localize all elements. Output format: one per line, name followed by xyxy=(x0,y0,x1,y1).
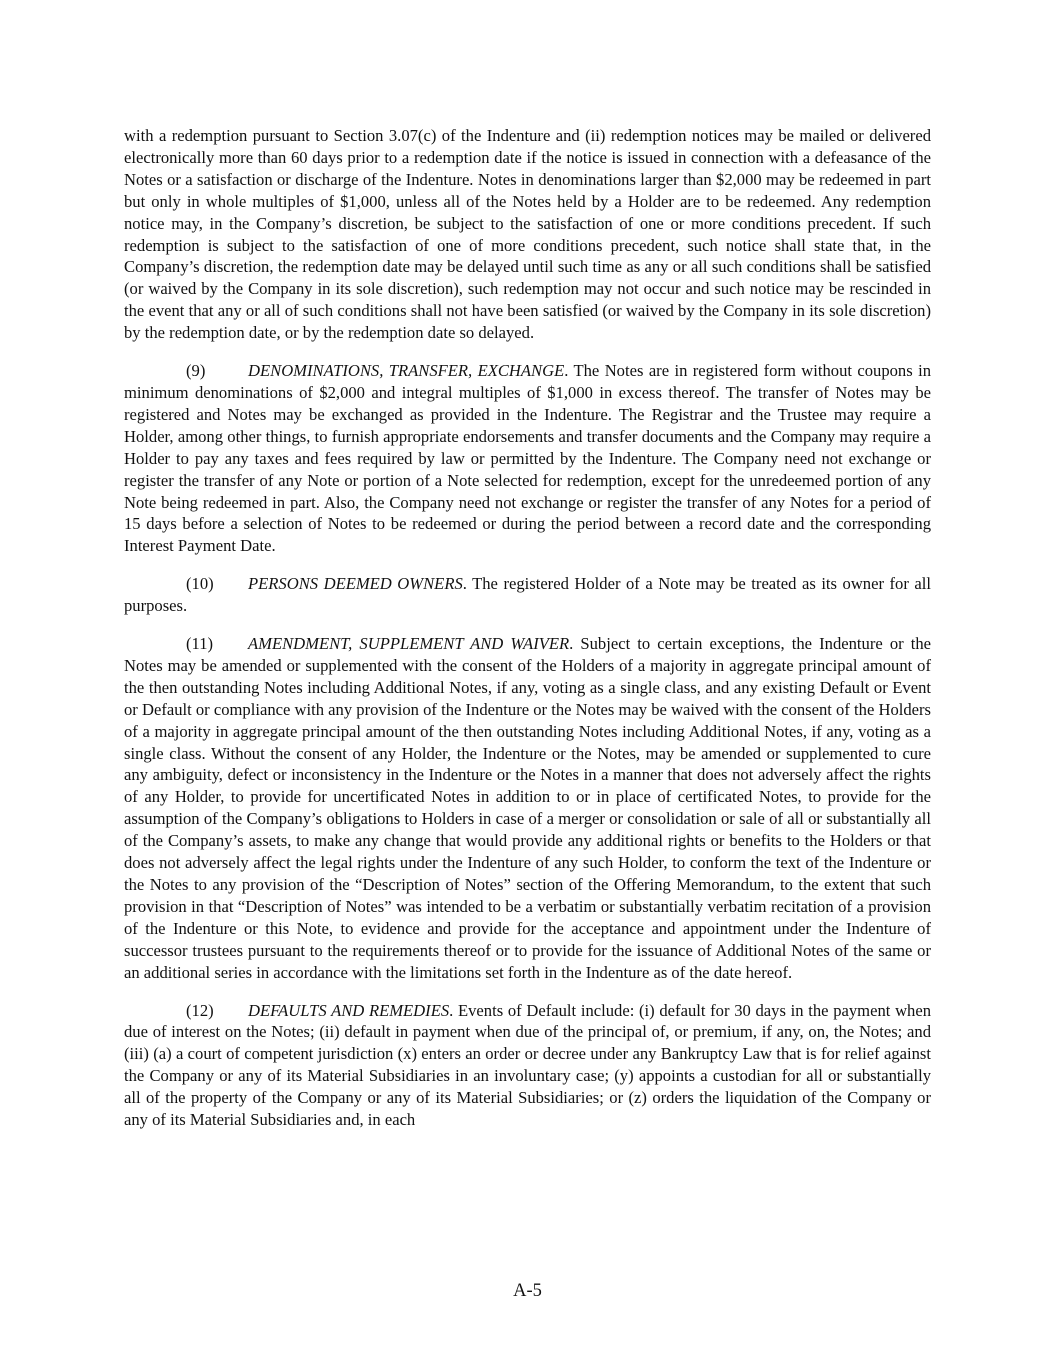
section-number: (9) xyxy=(186,361,206,381)
section-body: The Notes are in registered form without coupons in minimum denominations of $2,000 and integral multiples of $1,000 in excess thereof. The transfer of Notes may be registered and Notes may be exchanged as provided in the Indenture. The Registrar and the Trustee may require a Holder, among other things, to furnish appropriate endorsements and transfer documents and the Company may require a Holder to pay any taxes and fees required by law or permitted by the Indenture. The Company need not exchange or register the transfer of any Note or portion of a Note selected for redemption, except for the unredeemed portion of any Note being redeemed in part. Also, the Company need not exchange or register the transfer of any Notes for a period of 15 days before a selection of Notes to be redeemed or during the period between a record date and the corresponding Interest Payment Date. xyxy=(124,361,931,556)
section-10-paragraph: (10) PERSONS DEEMED OWNERS. The registered Holder of a Note may be treated as its owner for all purposes. xyxy=(124,574,931,616)
document-page xyxy=(124,125,931,1147)
section-body: Subject to certain exceptions, the Indenture or the Notes may be amended or supplemented with the consent of the Holders of a majority in aggregate principal amount of the then outstanding Notes including Additional Notes, if any, voting as a single class, and any existing Default or Event or Default or compliance with any provision of the Indenture or the Notes may be waived with the consent of the Holders of a majority in aggregate principal amount of the then outstanding Notes including Additional Notes, if any, voting as a single class. Without the consent of any Holder, the Indenture or the Notes, may be amended or supplemented to cure any ambiguity, defect or inconsistency in the Indenture or the Notes in a manner that does not adversely affect the rights of any Holder, to provide for uncertificated Notes in addition to or in place of certificated Notes, to provide for the assumption of the Company’s obligations to Holders in case of a merger or consolidation or sale of all or substantially all of the Company’s assets, to make any change that would provide any additional rights or benefits to the Holders or that does not adversely affect the legal rights under the Indenture of any such Holder, to conform the text of the Indenture or the Notes to any provision of the “Description of Notes” section of the Offering Memorandum, to the extent that such provision in that “Description of Notes” was intended to be a verbatim or substantially verbatim recitation of a provision of the Indenture or this Note, to evidence and provide for the acceptance and appointment under the Indenture of successor trustees pursuant to the requirements thereof or to provide for the issuance of Additional Notes of the same or an additional series in accordance with the limitations set forth in the Indenture as of the date hereof. xyxy=(124,634,932,982)
section-11-paragraph: (11) AMENDMENT, SUPPLEMENT AND WAIVER. Subject to certain exceptions, the Indenture or the Notes may be amended or supplemented with the consent of the Holders of a majority in aggregate principal amount of the then outstanding Notes including Additional Notes, if any, voting as a single class, and any existing Default or Event or Default or compliance with any provision of the Indenture or the Notes may be waived with the consent of the Holders of a majority in aggregate principal amount of the then outstanding Notes including Additional Notes, if any, voting as a single class. Without the consent of any Holder, the Indenture or the Notes, may be amended or supplemented to cure any ambiguity, defect or inconsistency in the Indenture or the Notes in a manner that does not adversely affect the rights of any Holder, to provide for uncertificated Notes in addition to or in place of certificated Notes, to provide for the assumption of the Company’s obligations to Holders in case of a merger or consolidation or sale of all or substantially all of the Company’s assets, to make any change that would provide any additional rights or benefits to the Holders or that does not adversely affect the legal rights under the Indenture of any such Holder, to conform the text of the Indenture or the Notes to any provision of the “Description of Notes” section of the Offering Memorandum, to the extent that such provision in that “Description of Notes” was intended to be a verbatim or substantially verbatim recitation of a provision of the Indenture or this Note, to evidence and provide for the acceptance and appointment under the Indenture of successor trustees pursuant to the requirements thereof or to provide for the issuance of Additional Notes of the same or an additional series in accordance with the limitations set forth in the Indenture as of the date hereof. xyxy=(124,634,932,982)
continuation-paragraph: with a redemption pursuant to Section 3.07(c) of the Indenture and (ii) redemption notices may be mailed or delivered electronically more than 60 days prior to a redemption date if the notice is issued in connection with a defeasance of the Notes or a satisfaction or discharge of the Indenture. Notes in denominations larger than $2,000 may be redeemed in part but only in whole multiples of $1,000, unless all of the Notes held by a Holder are to be redeemed. Any redemption notice may, in the Company’s discretion, be subject to the satisfaction of one or more conditions precedent. If such redemption is subject to the satisfaction of one of more conditions precedent, such notice shall state that, in the Company’s discretion, the redemption date may be delayed until such time as any or all such conditions shall be satisfied (or waived by the Company in its sole discretion), such redemption may not occur and such notice may be rescinded in the event that any or all of such conditions shall not have been satisfied (or waived by the Company in its sole discretion) by the redemption date, or by the redemption date so delayed. xyxy=(124,126,931,343)
section-body: The registered Holder of a Note may be treated as its owner for all purposes. xyxy=(124,574,931,616)
section-number: (11) xyxy=(186,634,214,654)
section-heading: PERSONS DEEMED OWNERS xyxy=(248,574,463,594)
section-number: (12) xyxy=(186,1000,214,1020)
section-12-paragraph: (12) DEFAULTS AND REMEDIES. Events of Default include: (i) default for 30 days in the payment when due of interest on the Notes; (ii) default in payment when due of the principal of, or premium, if any, on, the Notes; and (iii) (a) a court of competent jurisdiction (x) enters an order or decree under any Bankruptcy Law that is for relief against the Company or any of its Material Subsidiaries in an involuntary case; (y) appoints a custodian for all or substantially all of the property of the Company or any of its Material Subsidiaries; or (z) orders the liquidation of the Company or any of its Material Subsidiaries and, in each xyxy=(124,1000,932,1130)
section-number: (10) xyxy=(186,574,214,594)
section-body: Events of Default include: (i) default for 30 days in the payment when due of interest on the Notes; (ii) default in payment when due of the principal of, or premium, if any, on, the Notes; and (iii) (a) a court of competent jurisdiction (x) enters an order or decree under any Bankruptcy Law that is for relief against the Company or any of its Material Subsidiaries in an involuntary case; (y) appoints a custodian for all or substantially all of the property of the Company or any of its Material Subsidiaries; or (z) orders the liquidation of the Company or any of its Material Subsidiaries and, in each xyxy=(124,1000,932,1130)
section-heading: AMENDMENT, SUPPLEMENT AND WAIVER xyxy=(248,634,570,654)
section-heading: DENOMINATIONS, TRANSFER, EXCHANGE xyxy=(248,361,565,381)
section-9-paragraph: (9) DENOMINATIONS, TRANSFER, EXCHANGE. The Notes are in registered form without coupons in minimum denominations of $2,000 and integral multiples of $1,000 in excess thereof. The transfer of Notes may be registered and Notes may be exchanged as provided in the Indenture. The Registrar and the Trustee may require a Holder, among other things, to furnish appropriate endorsements and transfer documents and the Company may require a Holder to pay any taxes and fees required by law or permitted by the Indenture. The Company need not exchange or register the transfer of any Note or portion of a Note selected for redemption, except for the unredeemed portion of any Note being redeemed in part. Also, the Company need not exchange or register the transfer of any Notes for a period of 15 days before a selection of Notes to be redeemed or during the period between a record date and the corresponding Interest Payment Date. xyxy=(124,361,931,556)
section-heading: DEFAULTS AND REMEDIES xyxy=(248,1000,450,1020)
page-number: A-5 xyxy=(513,1281,542,1301)
